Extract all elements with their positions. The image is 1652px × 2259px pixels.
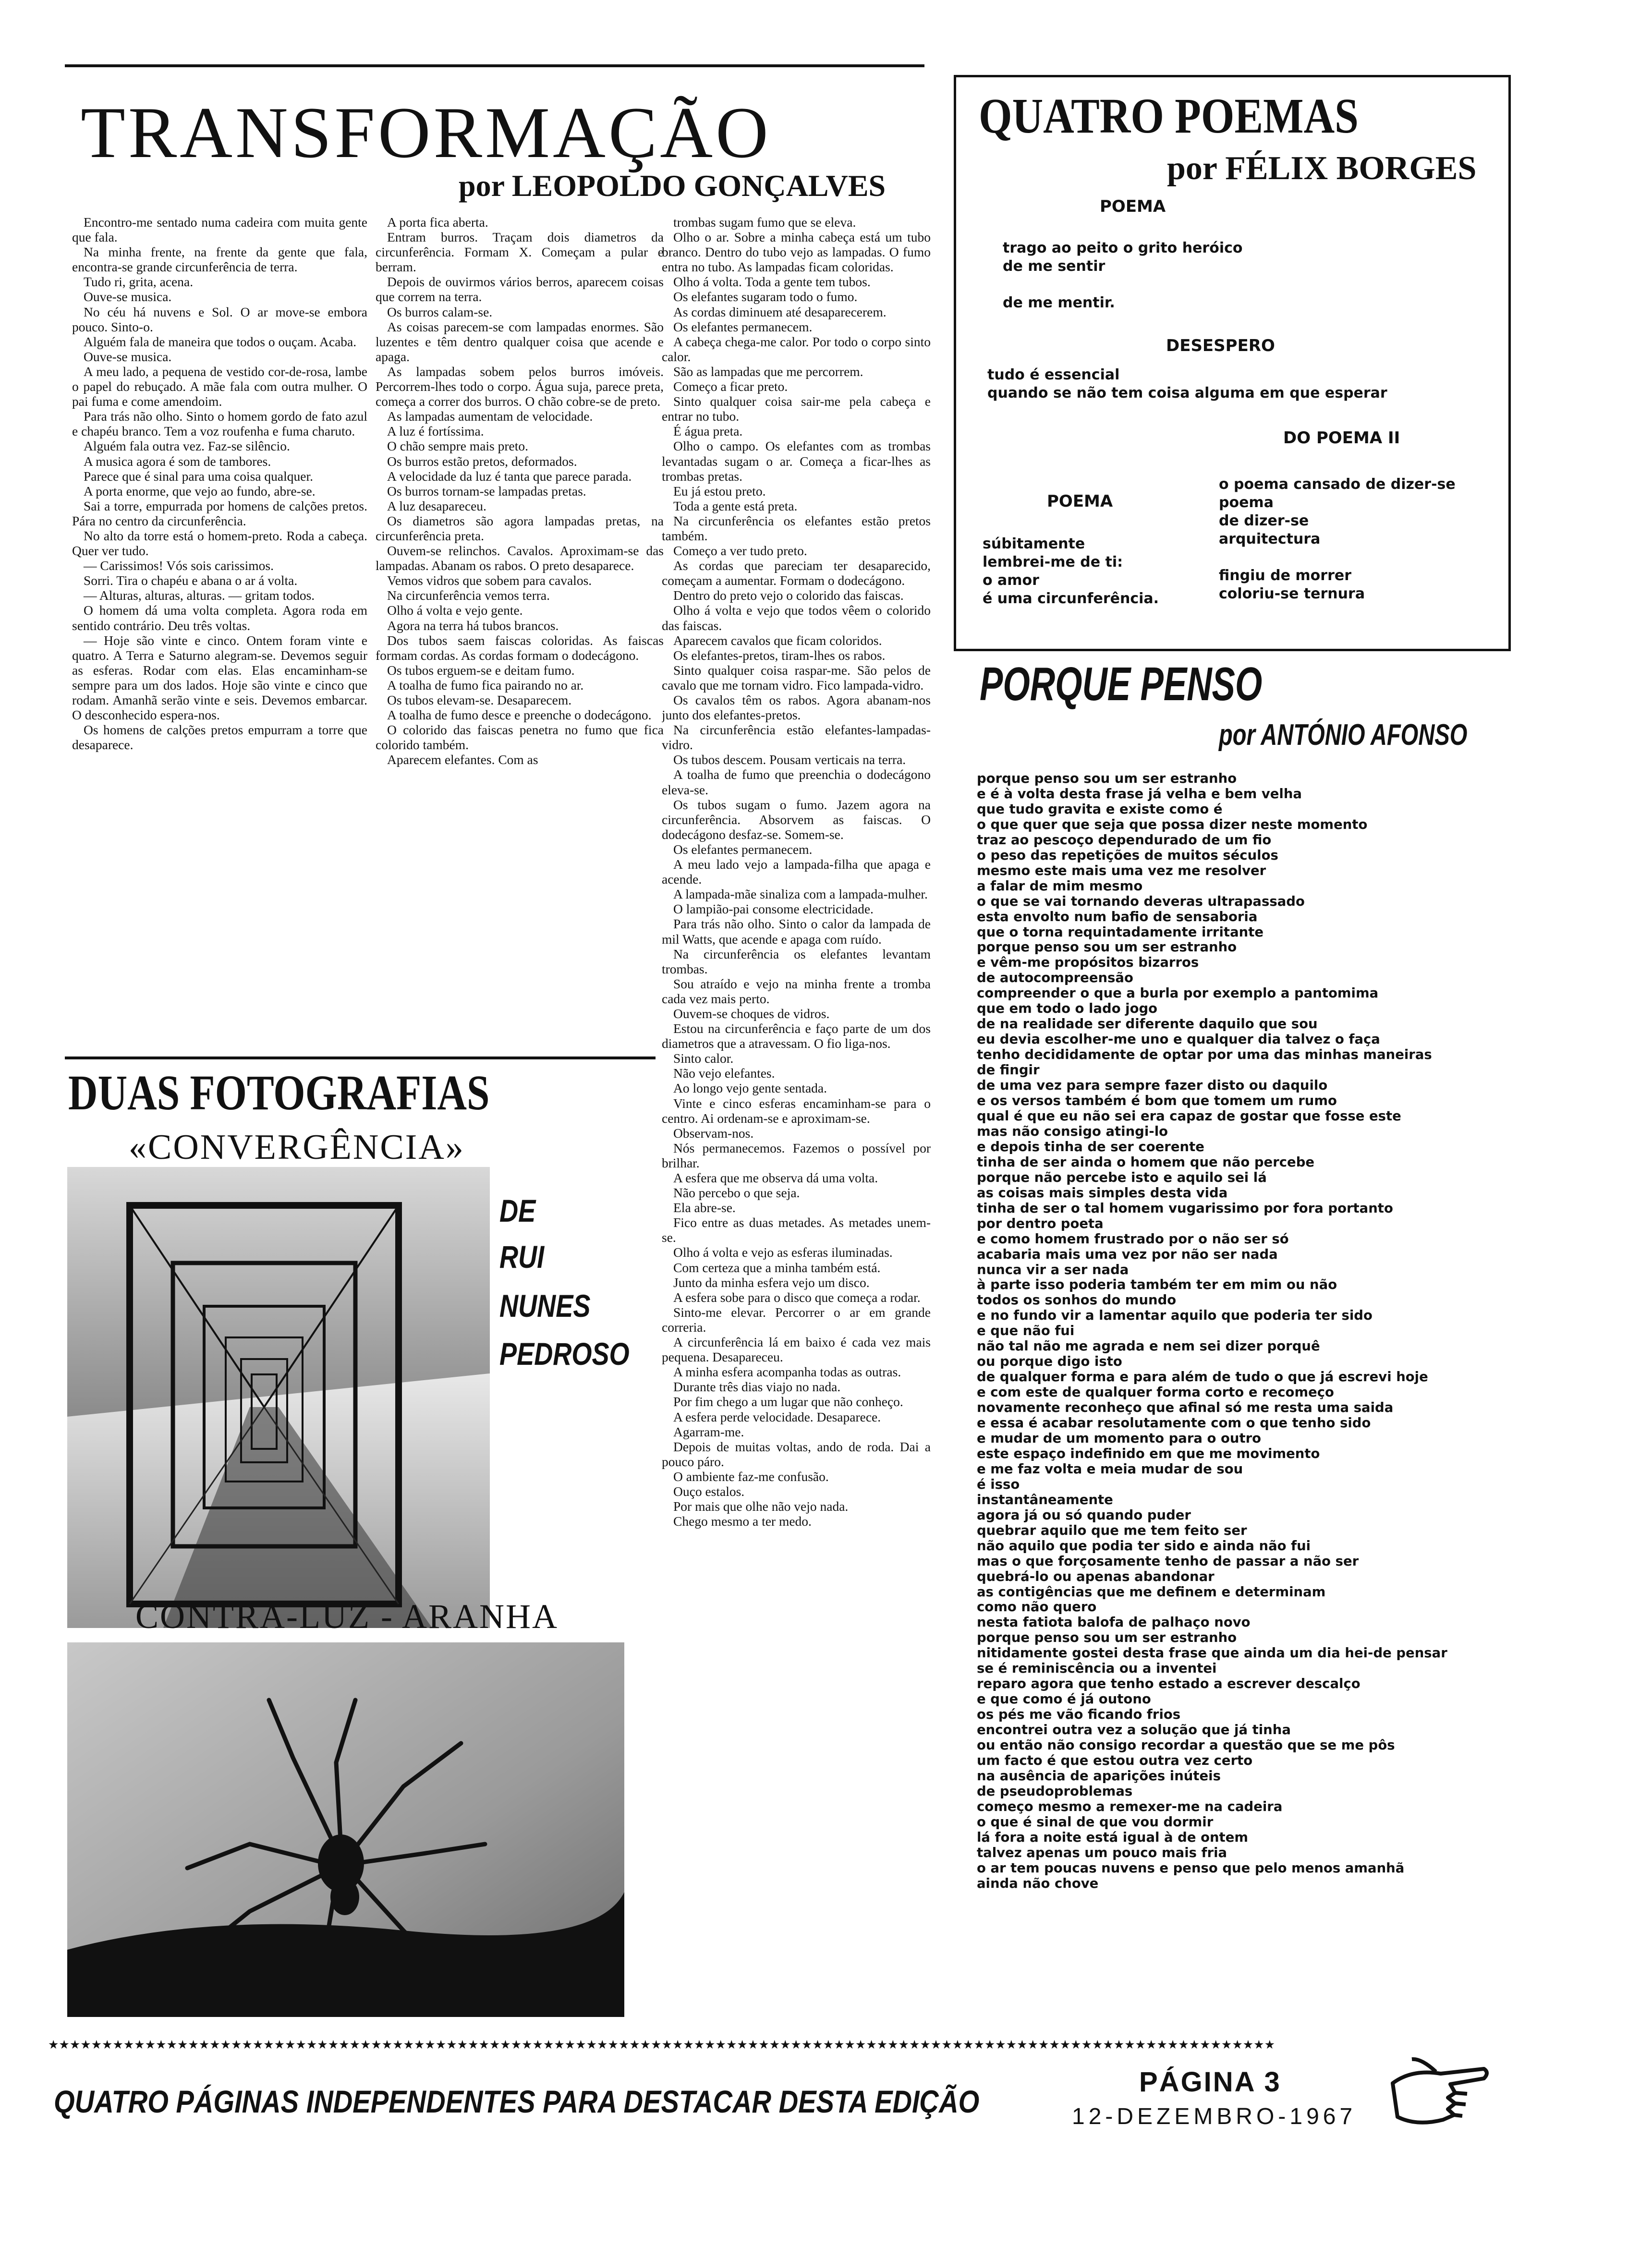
paragraph: Os elefantes sugaram todo o fumo. <box>673 289 858 304</box>
paragraph: Sai a torre, empurrada por homens de calções pretos. Pára no centro da circunferência. <box>72 498 367 528</box>
poem-line: reparo agora que tenho estado a escrever descalço <box>977 1676 1360 1692</box>
paragraph: A luz é fortíssima. <box>387 424 484 439</box>
poem-line: nunca vir a ser nada <box>977 1262 1129 1277</box>
poem-line <box>1003 276 1243 294</box>
poem-line: a falar de mim mesmo <box>977 878 1143 894</box>
paragraph: Os elefantes permanecem. <box>673 841 813 857</box>
paragraph: Encontro-me sentado numa cadeira com muita gente que fala. <box>72 215 367 245</box>
poem-line: nesta fatiota balofa de palhaço novo <box>977 1615 1251 1630</box>
paragraph: Entram burros. Traçam dois diametros da circunferência. Formam X. Começam a pular e berram. <box>376 230 664 275</box>
author-line-3: NUNES <box>499 1288 591 1324</box>
poem-line: de me mentir. <box>1003 294 1115 311</box>
poem-line: de qualquer forma e para além de tudo o que já escrevi hoje <box>977 1369 1428 1385</box>
poem-line: as contigências que me definem e determinam <box>977 1584 1326 1600</box>
paragraph: A esfera sobe para o disco que começa a rodar. <box>673 1289 921 1305</box>
poem-line: de autocompreensão <box>977 970 1133 986</box>
poem-line: ou porque digo isto <box>977 1354 1122 1370</box>
poem-line: lembrei-me de ti: <box>983 554 1123 571</box>
paragraph: É água preta. <box>673 424 743 439</box>
poem-line: acabaria mais uma vez por não ser nada <box>977 1246 1278 1262</box>
paragraph: Olho á volta e vejo que todos vêem o colorido das faiscas. <box>662 603 931 633</box>
section-title-duas-fotografias: DUAS FOTOGRAFIAS <box>68 1065 490 1120</box>
paragraph: Vemos vidros que sobem para cavalos. <box>387 573 592 588</box>
paragraph: Os tubos erguem-se e deitam fumo. <box>387 662 575 678</box>
poem-line: todos os sonhos do mundo <box>977 1292 1177 1308</box>
photo-convergencia <box>67 1167 490 1628</box>
paragraph: O homem dá uma volta completa. Agora roda em sentido contrário. Deu três voltas. <box>72 603 367 633</box>
poem-line: instantâneamente <box>977 1492 1113 1507</box>
paragraph: Na circunferência os elefantes levantam trombas. <box>662 946 931 976</box>
poem-line: encontrei outra vez a solução que já tinha <box>977 1722 1291 1738</box>
poem-line: fingiu de morrer <box>1219 567 1352 584</box>
poem1-title: POEMA <box>1100 197 1166 216</box>
paragraph: As coisas parecem-se com lampadas enormes. São luzentes e têm dentro qualquer coisa que acende e apaga. <box>376 319 664 364</box>
paragraph: Não percebo o que seja. <box>673 1185 800 1201</box>
paragraph: — Carissimos! Vós sois carissimos. <box>84 558 274 573</box>
paragraph: Durante três dias viajo no nada. <box>673 1379 841 1395</box>
poem-line: de uma vez para sempre fazer disto ou daquilo <box>977 1078 1328 1093</box>
paragraph: Na circunferência estão elefantes-lampadas-vidro. <box>662 722 931 753</box>
poem-line: mesmo este mais uma vez me resolver <box>977 862 1266 878</box>
poem-line: o que quer que seja que possa dizer neste momento <box>977 816 1368 832</box>
poem-line: o amor <box>983 572 1039 589</box>
poem-line: os pés me vão ficando frios <box>977 1707 1181 1723</box>
poem-line: e que como é já outono <box>977 1691 1151 1707</box>
poem-line: e depois tinha de ser coerente <box>977 1139 1204 1154</box>
poem-line: esta envolto num bafio de sensaboria <box>977 909 1258 924</box>
poem1-text <box>1003 239 1243 312</box>
paragraph: Olho o campo. Os elefantes com as trombas levantadas sugam o ar. Começa a ficar-lhes as trombas pretas. <box>662 438 931 484</box>
paragraph: Nós permanecemos. Fazemos o possível por brilhar. <box>662 1140 931 1170</box>
paragraph: Aparecem elefantes. Com as <box>387 752 538 767</box>
poem-line: eu devia escolher-me uno e qualquer dia talvez o faça <box>977 1032 1380 1047</box>
poem-line: de pseudoproblemas <box>977 1783 1133 1799</box>
poem-line: novamente reconheço que afinal só me resta uma saida <box>977 1400 1394 1416</box>
paragraph: Chego mesmo a ter medo. <box>673 1514 812 1529</box>
paragraph: O ambiente faz-me confusão. <box>673 1469 829 1484</box>
poem-line: um facto é que estou outra vez certo <box>977 1753 1253 1768</box>
paragraph: O colorido das faiscas penetra no fumo que fica colorido também. <box>376 722 664 753</box>
poem-line: porque penso sou um ser estranho <box>977 939 1237 955</box>
poem-line: qual é que eu não sei era capaz de gostar que fosse este <box>977 1108 1401 1124</box>
poem-line: o que se vai tornando deveras ultrapassado <box>977 893 1305 909</box>
poem-line: coloriu-se ternura <box>1219 585 1365 602</box>
poem-line: arquitectura <box>1219 531 1321 547</box>
poem-line: porque não percebe isto e aquilo sei lá <box>977 1169 1267 1185</box>
poem-line: e essa é acabar resolutamente com o que tenho sido <box>977 1415 1371 1431</box>
paragraph: Os tubos descem. Pousam verticais na terra. <box>673 752 906 767</box>
paragraph: Na circunferência vemos terra. <box>387 588 550 603</box>
poem-line: o ar tem poucas nuvens e penso que pelo menos amanhã <box>977 1860 1405 1876</box>
paragraph: Os burros tornam-se lampadas pretas. <box>387 483 586 498</box>
poem-line: ou então não consigo recordar a questão que se me pôs <box>977 1737 1395 1753</box>
poem-line: traz ao pescoço dependurado de um fio <box>977 832 1272 848</box>
poem-line: não tal não me agrada e nem sei dizer porquê <box>977 1338 1320 1354</box>
paragraph: Junto da minha esfera vejo um disco. <box>673 1275 870 1290</box>
transformacao-column-1 <box>72 215 367 1048</box>
paragraph: Para trás não olho. Sinto o homem gordo de fato azul e chapéu branco. Tem a voz roufenha e fuma charuto. <box>72 409 367 439</box>
paragraph: Sou atraído e vejo na minha frente a tromba cada vez mais perto. <box>662 976 931 1006</box>
paragraph: Os diametros são agora lampadas pretas, na circunferência preta. <box>376 513 664 543</box>
paragraph: Toda a gente está preta. <box>673 498 798 513</box>
author-line-4: PEDROSO <box>499 1336 630 1372</box>
poem-line: quando se não tem coisa alguma em que esperar <box>987 385 1387 401</box>
paragraph: A porta fica aberta. <box>387 215 488 230</box>
paragraph: Para trás não olho. Sinto o calor da lampada de mil Watts, que acende e apaga com ruído. <box>662 916 931 947</box>
poem-line: tenho decididamente de optar por uma das minhas maneiras <box>977 1047 1432 1063</box>
paragraph: Parece que é sinal para uma coisa qualquer. <box>84 468 313 484</box>
paragraph: Eu já estou preto. <box>673 483 766 498</box>
footer-tagline: QUATRO PÁGINAS INDEPENDENTES PARA DESTACAR DESTA EDIÇÃO <box>54 2084 980 2119</box>
poem-line: e é à volta desta frase já velha e bem velha <box>977 786 1302 802</box>
paragraph: Sinto qualquer coisa sair-me pela cabeça e entrar no tubo. <box>662 394 931 424</box>
paragraph: Tudo ri, grita, acena. <box>84 274 194 290</box>
poem-line: agora já ou só quando puder <box>977 1507 1191 1523</box>
paragraph: A toalha de fumo que preenchia o dodecágono eleva-se. <box>662 767 931 797</box>
paragraph: A minha esfera acompanha todas as outras. <box>673 1364 901 1380</box>
poem-line: e que não fui <box>977 1323 1075 1339</box>
paragraph: A meu lado vejo a lampada-filha que apaga e acende. <box>662 857 931 887</box>
paragraph: A cabeça chega-me calor. Por todo o corpo sinto calor. <box>662 334 931 364</box>
poem-line: tudo é essencial <box>987 366 1120 383</box>
poem-line: porque penso sou um ser estranho <box>977 771 1237 786</box>
paragraph: Agarram-me. <box>673 1424 744 1439</box>
issue-date: 12-DEZEMBRO-1967 <box>1072 2104 1357 2129</box>
porque-penso-text <box>977 771 1505 1892</box>
poem-line: e como homem frustrado por o não ser só <box>977 1231 1289 1247</box>
poem-line: lá fora a noite está igual à de ontem <box>977 1829 1249 1845</box>
article-byline-transformacao: por LEOPOLDO GONÇALVES <box>459 169 886 203</box>
paragraph: Ouço estalos. <box>673 1483 745 1499</box>
paragraph: Agora na terra há tubos brancos. <box>387 618 559 633</box>
article-byline-porque-penso: por ANTÓNIO AFONSO <box>1219 718 1468 752</box>
poem-line: que em todo o lado jogo <box>977 1001 1158 1017</box>
paragraph: A meu lado, a pequena de vestido cor-de-rosa, lambe o papel do rebuçado. A mãe fala com outra mulher. O pai fuma e come amendoim. <box>72 364 367 409</box>
poem-line: tinha de ser o tal homem vugarissimo por fora portanto <box>977 1200 1393 1216</box>
poem-line: mas o que forçosamente tenho de passar a não ser <box>977 1553 1359 1569</box>
paragraph: Os tubos sugam o fumo. Jazem agora na circunferência. Absorvem as faiscas. O dodecágono desfaz-se. Somem-se. <box>662 797 931 842</box>
paragraph: Aparecem cavalos que ficam coloridos. <box>673 632 882 648</box>
paragraph: Observam-nos. <box>673 1125 754 1141</box>
paragraph: Na minha frente, na frente da gente que fala, encontra-se grande circunferência de terra. <box>72 244 367 275</box>
article-title-porque-penso: PORQUE PENSO <box>980 657 1263 710</box>
paragraph: trombas sugam fumo que se eleva. <box>673 215 856 230</box>
poem-line: na ausência de aparições inúteis <box>977 1768 1221 1784</box>
poem-line: como não quero <box>977 1599 1097 1615</box>
poem-line: quebrar aquilo que me tem feito ser <box>977 1522 1247 1538</box>
paragraph: No alto da torre está o homem-preto. Roda a cabeça. Quer ver tudo. <box>72 528 367 559</box>
paragraph: Ouve-se musica. <box>84 349 172 364</box>
author-line-1: DE <box>499 1193 536 1228</box>
paragraph: Olho á volta e vejo as esferas iluminadas. <box>673 1245 893 1260</box>
paragraph: Os cavalos têm os rabos. Agora abanam-nos junto dos elefantes-pretos. <box>662 692 931 723</box>
paragraph: A circunferência lá em baixo é cada vez mais pequena. Desapareceu. <box>662 1335 931 1365</box>
paragraph: Depois de ouvirmos vários berros, aparecem coisas que correm na terra. <box>376 274 664 304</box>
photo2-title: CONTRA-LUZ - ARANHA <box>135 1597 559 1636</box>
paragraph: A porta enorme, que vejo ao fundo, abre-se. <box>84 483 316 498</box>
paragraph: Olho o ar. Sobre a minha cabeça está um tubo branco. Dentro do tubo vejo as lampadas. O fumo entra no tubo. As lampadas ficam coloridas. <box>662 230 931 275</box>
paragraph: Olho á volta. Toda a gente tem tubos. <box>673 274 871 290</box>
paragraph: Sorri. Tira o chapéu e abana o ar á volta. <box>84 573 298 588</box>
paragraph: Os elefantes-pretos, tiram-lhes os rabos. <box>673 647 886 663</box>
paragraph: Por fim chego a um lugar que não conheço. <box>673 1394 903 1409</box>
poem-line: este espaço indefinido em que me movimento <box>977 1445 1320 1461</box>
paragraph: Sinto qualquer coisa raspar-me. São pelos de cavalo que me tornam vidro. Fico lampada-vidro. <box>662 662 931 692</box>
paragraph: A velocidade da luz é tanta que parece parada. <box>387 468 632 484</box>
poem4-title: POEMA <box>1047 492 1113 511</box>
paragraph: Ouvem-se choques de vidros. <box>673 1006 830 1021</box>
poem-line: e mudar de um momento para o outro <box>977 1430 1262 1446</box>
poem-line: súbitamente <box>983 535 1085 552</box>
poem-line: é isso <box>977 1476 1020 1492</box>
paragraph: Os tubos elevam-se. Desaparecem. <box>387 692 572 707</box>
top-rule <box>65 64 924 67</box>
paragraph: No céu há nuvens e Sol. O ar move-se embora pouco. Sinto-o. <box>72 304 367 334</box>
pointing-hand-icon <box>1383 2050 1494 2136</box>
paragraph: Ela abre-se. <box>673 1200 736 1215</box>
poem-line: é uma circunferência. <box>983 590 1159 607</box>
paragraph: Vinte e cinco esferas encaminham-se para o centro. Ai ordenam-se e aproximam-se. <box>662 1095 931 1126</box>
poem-line: as coisas mais simples desta vida <box>977 1185 1228 1201</box>
star-rule: ★★★★★★★★★★★★★★★★★★★★★★★★★★★★★★★★★★★★★★★★★★★★★★★★★★★★★★★★★★★★★★★★★★★★★★★★★★★★★★★★★★★★★★★★★★★★★★★★★★★★★★★★★★★★★★★★★★ <box>48 2038 1275 2052</box>
paragraph: — Alturas, alturas, alturas. — gritam todos. <box>84 588 315 603</box>
poem-line: que o torna requintadamente irritante <box>977 924 1263 940</box>
paragraph: A esfera perde velocidade. Desaparece. <box>673 1409 881 1424</box>
paragraph: Ouve-se musica. <box>84 289 172 304</box>
article-byline-quatro-poemas: por FÉLIX BORGES <box>1167 150 1477 187</box>
poem2-title: DESESPERO <box>1166 336 1275 355</box>
poem-line: e os versos também é bom que tomem um rumo <box>977 1093 1337 1109</box>
paragraph: Depois de muitas voltas, ando de roda. Dai a pouco páro. <box>662 1439 931 1469</box>
page-number: PÁGINA 3 <box>1139 2066 1281 2098</box>
photos-rule <box>65 1057 656 1059</box>
paragraph: As lampadas sobem pelos burros imóveis. Percorrem-lhes todo o corpo. Água suja, parece preta, começa a correr dos burros. O chão cobre-se de preto. <box>376 364 664 409</box>
paragraph: Começo a ver tudo preto. <box>673 543 807 559</box>
poem-line: de na realidade ser diferente daquilo que sou <box>977 1016 1318 1032</box>
paragraph: Sinto calor. <box>673 1051 734 1066</box>
article-title-transformacao: TRANSFORMAÇÃO <box>81 92 771 173</box>
paragraph: A toalha de fumo fica pairando no ar. <box>387 677 584 692</box>
paragraph: Fico entre as duas metades. As metades unem-se. <box>662 1215 931 1245</box>
poem-line: o que é sinal de que vou dormir <box>977 1814 1214 1830</box>
paragraph: A luz desapareceu. <box>387 498 486 513</box>
paragraph: A musica agora é som de tambores. <box>84 453 271 469</box>
poem-line: nitidamente gostei desta frase que ainda um dia hei-de pensar <box>977 1645 1447 1661</box>
paragraph: Estou na circunferência e faço parte de um dos diametros que a atravessam. O fio liga-nos. <box>662 1021 931 1051</box>
paragraph: A lampada-mãe sinaliza com a lampada-mulher. <box>673 887 928 902</box>
transformacao-column-2 <box>376 215 664 1050</box>
article-title-quatro-poemas: QUATRO POEMAS <box>979 88 1359 144</box>
paragraph: A toalha de fumo desce e preenche o dodecágono. <box>387 707 652 723</box>
paragraph: As cordas diminuem até desaparecerem. <box>673 304 887 319</box>
poem-line: por dentro poeta <box>977 1215 1104 1231</box>
poem-line: não aquilo que podia ter sido e ainda não fui <box>977 1538 1311 1554</box>
poem4-text <box>983 535 1159 608</box>
poem-line: e vêm-me propósitos bizarros <box>977 955 1199 971</box>
author-line-2: RUI <box>499 1239 545 1275</box>
poem-line: porque penso sou um ser estranho <box>977 1630 1237 1646</box>
poem-line: de me sentir <box>1003 258 1105 275</box>
poem-line: quebrá-lo ou apenas abandonar <box>977 1568 1215 1584</box>
paragraph: — Hoje são vinte e cinco. Ontem foram vinte e quatro. A Terra e Saturno alegram-se. Devemos seguir as esferas. Rodar com elas. Elas encaminham-se sempre para um dos lados. Hoje são vinte e cinco que rodam. Amanhã serão vinte e seis. Devemos embarcar. O desconhecido espera-nos. <box>72 632 367 723</box>
paragraph: Dos tubos saem faiscas coloridas. As faiscas formam cordas. As cordas formam o dodecágono. <box>376 632 664 663</box>
paragraph: Olho á volta e vejo gente. <box>387 603 523 618</box>
paragraph: Começo a ficar preto. <box>673 379 788 394</box>
photo-contra-luz-aranha <box>67 1642 624 2017</box>
paragraph: Sinto-me elevar. Percorrer o ar em grande correria. <box>662 1304 931 1335</box>
poem-line: talvez apenas um pouco mais fria <box>977 1845 1227 1860</box>
paragraph: As lampadas aumentam de velocidade. <box>387 409 593 424</box>
poem-line: ainda não chove <box>977 1875 1099 1891</box>
paragraph: Não vejo elefantes. <box>673 1066 775 1081</box>
poem-line: e com este de qualquer forma corto e recomeço <box>977 1385 1334 1400</box>
paragraph: O chão sempre mais preto. <box>387 438 529 454</box>
poem-line <box>1219 548 1456 567</box>
poem-line: e me faz volta e meia mudar de sou <box>977 1461 1243 1477</box>
paragraph: Na circunferência os elefantes estão pretos também. <box>662 513 931 543</box>
paragraph: Por mais que olhe não vejo nada. <box>673 1499 849 1514</box>
poem-line: o peso das repetições de muitos séculos <box>977 847 1278 863</box>
paragraph: O lampião-pai consome electricidade. <box>673 901 874 917</box>
poem-line: de fingir <box>977 1062 1040 1078</box>
paragraph: Ouvem-se relinchos. Cavalos. Aproximam-se das lampadas. Abanam os rabos. O preto desaparece. <box>376 543 664 573</box>
paragraph: Alguém fala outra vez. Faz-se silêncio. <box>84 438 290 454</box>
poem3-title: DO POEMA II <box>1283 428 1400 448</box>
paragraph: Os elefantes permanecem. <box>673 319 813 334</box>
paragraph: Com certeza que a minha também está. <box>673 1260 881 1275</box>
poem-line: poema <box>1219 494 1274 511</box>
poem-line: começo mesmo a remexer-me na cadeira <box>977 1798 1283 1814</box>
poem-line: se é reminiscência ou a inventei <box>977 1661 1217 1676</box>
poem-line: o poema cansado de dizer-se <box>1219 476 1456 493</box>
poem-line: à parte isso poderia também ter em mim ou não <box>977 1277 1337 1293</box>
poem-line: e no fundo vir a lamentar aquilo que poderia ter sido <box>977 1308 1373 1324</box>
photo1-title: «CONVERGÊNCIA» <box>129 1128 465 1167</box>
paragraph: Dentro do preto vejo o colorido das faiscas. <box>673 588 904 603</box>
paragraph: A esfera que me observa dá uma volta. <box>673 1170 878 1185</box>
paragraph: São as lampadas que me percorrem. <box>673 364 863 379</box>
paragraph: Os burros calam-se. <box>387 304 493 319</box>
poem-line: que tudo gravita e existe como é <box>977 801 1223 817</box>
poem-line: de dizer-se <box>1219 512 1309 529</box>
paragraph: Ao longo vejo gente sentada. <box>673 1081 827 1096</box>
paragraph: As cordas que pareciam ter desaparecido, começam a aumentar. Formam o dodecágono. <box>662 558 931 588</box>
poem3-text <box>1219 475 1456 603</box>
paragraph: Os burros estão pretos, deformados. <box>387 453 577 469</box>
paragraph: Os homens de calções pretos empurram a torre que desaparece. <box>72 722 367 753</box>
poem2-text <box>987 366 1387 402</box>
paragraph: Alguém fala de maneira que todos o ouçam. Acaba. <box>84 334 357 349</box>
transformacao-column-3 <box>662 215 931 2011</box>
poem-line: tinha de ser ainda o homem que não percebe <box>977 1154 1315 1170</box>
poem-line: compreender o que a burla por exemplo a pantomima <box>977 985 1379 1001</box>
poem-line: mas não consigo atingi-lo <box>977 1123 1168 1139</box>
poem-line: trago ao peito o grito heróico <box>1003 240 1243 256</box>
